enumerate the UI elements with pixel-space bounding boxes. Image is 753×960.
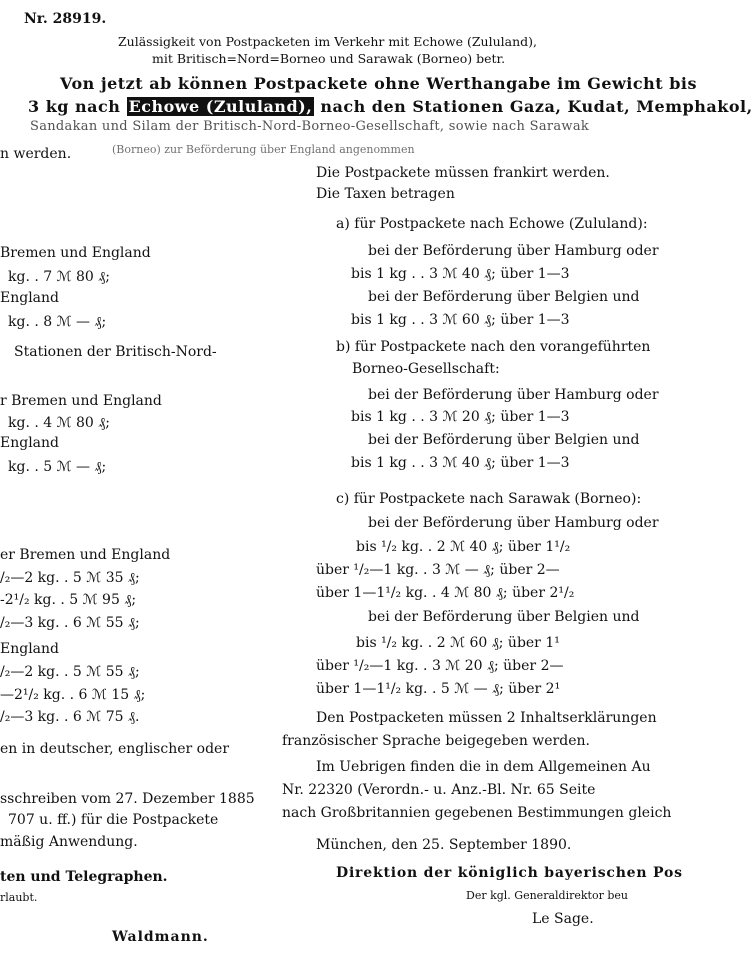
right-row: bei der Beförderung über Belgien und — [368, 289, 640, 305]
intro-line-2-b: nach den Stationen Gaza, Kudat, Memphakol, — [320, 97, 753, 116]
left-row: England — [0, 641, 60, 657]
right-row: Die Postpackete müssen frankirt werden. — [316, 165, 610, 181]
left-row: Bremen und England — [0, 245, 151, 261]
right-row: französischer Sprache beigegeben werden. — [282, 733, 590, 749]
left-row: England — [0, 435, 60, 451]
left-row: /₂—2 kg. . 5 ℳ 35 ₰; — [0, 570, 140, 586]
intro-line-4-right: (Borneo) zur Beförderung über England angenommen — [112, 143, 415, 156]
right-footer-note: Der kgl. Generaldirektor beu — [466, 889, 628, 902]
intro-line-1: Von jetzt ab können Postpackete ohne Werthangabe im Gewicht bis — [60, 74, 697, 93]
date-line: München, den 25. September 1890. — [316, 837, 572, 853]
left-row: Stationen der Britisch-Nord- — [14, 344, 217, 360]
intro-line-4-left: n werden. — [0, 146, 72, 162]
right-row: bei der Beförderung über Belgien und — [368, 432, 640, 448]
left-row: —2¹/₂ kg. . 6 ℳ 15 ₰; — [0, 687, 146, 703]
right-row: Den Postpacketen müssen 2 Inhaltserklärungen — [316, 710, 657, 726]
garbled-line: Sandakan und Silam der Britisch-Nord-Borneo-Gesellschaft, sowie nach Sarawak — [30, 119, 590, 134]
left-row: mäßig Anwendung. — [0, 834, 138, 850]
document-number: Nr. 28919. — [24, 11, 107, 27]
right-row: Im Uebrigen finden die in dem Allgemeinen Au — [316, 759, 651, 775]
right-row: bei der Beförderung über Belgien und — [368, 609, 640, 625]
right-row: über ¹/₂—1 kg. . 3 ℳ 20 ₰; über 2— — [316, 658, 564, 674]
subject-line-1: Zulässigkeit von Postpacketen im Verkehr mit Echowe (Zululand), — [118, 34, 538, 49]
left-row: kg. . 7 ℳ 80 ₰; — [8, 269, 111, 285]
left-row: sschreiben vom 27. Dezember 1885 — [0, 791, 255, 807]
right-row: Die Taxen betragen — [316, 186, 455, 202]
right-row: bei der Beförderung über Hamburg oder — [368, 243, 659, 259]
left-footer-name: Waldmann. — [112, 929, 209, 945]
left-row: /₂—3 kg. . 6 ℳ 55 ₰; — [0, 615, 140, 631]
left-row: England — [0, 290, 60, 306]
highlighted-text: Echowe (Zululand), — [128, 97, 313, 116]
right-footer-name: Le Sage. — [532, 911, 594, 927]
left-row: r Bremen und England — [0, 393, 162, 409]
left-row: /₂—2 kg. . 5 ℳ 55 ₰; — [0, 664, 140, 680]
right-row: über ¹/₂—1 kg. . 3 ℳ — ₰; über 2— — [316, 562, 560, 578]
right-row: b) für Postpackete nach den vorangeführten — [336, 339, 651, 355]
left-footer-note: rlaubt. — [0, 891, 38, 904]
left-row: kg. . 8 ℳ — ₰; — [8, 314, 107, 330]
left-row: en in deutscher, englischer oder — [0, 741, 230, 757]
right-row: c) für Postpackete nach Sarawak (Borneo): — [336, 491, 642, 507]
left-row: -2¹/₂ kg. . 5 ℳ 95 ₰; — [0, 592, 137, 608]
left-row: 707 u. ff.) für die Postpackete — [8, 812, 219, 828]
right-row: über 1—1¹/₂ kg. . 4 ℳ 80 ₰; über 2¹/₂ — [316, 585, 575, 601]
intro-line-2 — [28, 99, 753, 115]
left-row: /₂—3 kg. . 6 ℳ 75 ₰. — [0, 709, 140, 725]
left-footer-dept: ten und Telegraphen. — [0, 869, 168, 885]
right-row: bei der Beförderung über Hamburg oder — [368, 387, 659, 403]
right-row: Borneo-Gesellschaft: — [352, 361, 500, 377]
left-row: er Bremen und England — [0, 547, 171, 563]
right-row: Nr. 22320 (Verordn.- u. Anz.-Bl. Nr. 65 Seite — [282, 782, 596, 798]
right-row: bis 1 kg . . 3 ℳ 20 ₰; über 1—3 — [351, 409, 570, 425]
right-row: nach Großbritannien gegebenen Bestimmungen gleich — [282, 805, 672, 821]
right-footer-dept: Direktion der königlich bayerischen Pos — [336, 865, 683, 881]
right-row: bis ¹/₂ kg. . 2 ℳ 60 ₰; über 1¹ — [356, 635, 560, 651]
right-row: a) für Postpackete nach Echowe (Zululand): — [336, 216, 648, 232]
left-row: kg. . 5 ℳ — ₰; — [8, 459, 107, 475]
intro-line-2-a: 3 kg nach — [28, 97, 121, 116]
right-row: bei der Beförderung über Hamburg oder — [368, 515, 659, 531]
left-row: kg. . 4 ℳ 80 ₰; — [8, 415, 111, 431]
right-row: bis 1 kg . . 3 ℳ 40 ₰; über 1—3 — [351, 455, 570, 471]
right-row: bis 1 kg . . 3 ℳ 60 ₰; über 1—3 — [351, 312, 570, 328]
subject-line-2: mit Britisch=Nord=Borneo und Sarawak (Borneo) betr. — [152, 51, 506, 66]
right-row: über 1—1¹/₂ kg. . 5 ℳ — ₰; über 2¹ — [316, 681, 561, 697]
right-row: bis ¹/₂ kg. . 2 ℳ 40 ₰; über 1¹/₂ — [356, 539, 571, 555]
right-row: bis 1 kg . . 3 ℳ 40 ₰; über 1—3 — [351, 266, 570, 282]
